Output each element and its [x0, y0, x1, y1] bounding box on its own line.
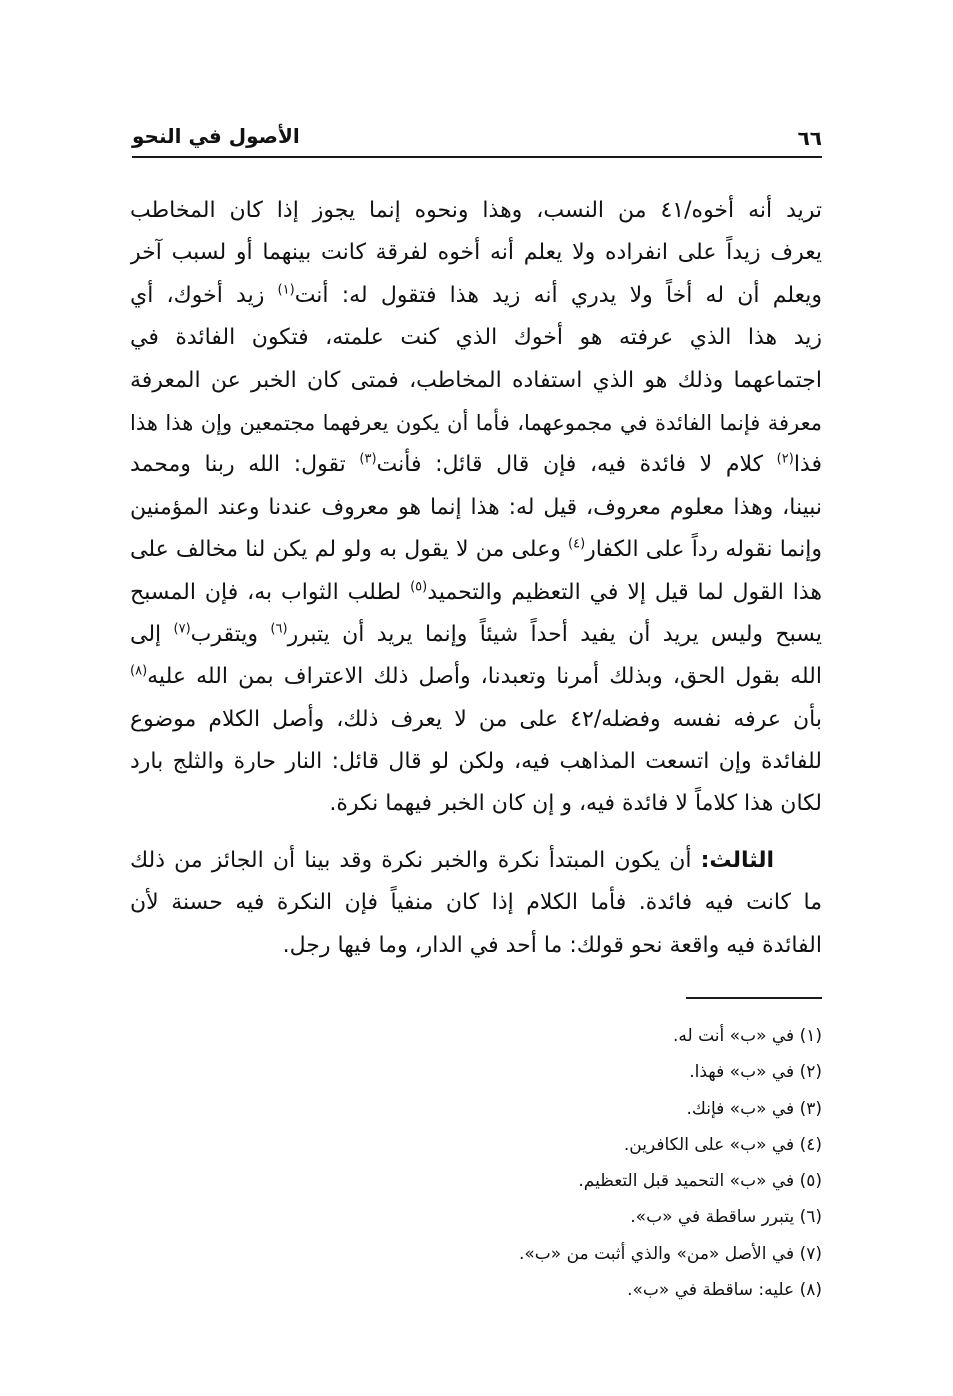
text-fragment: تقول: الله ربنا ومحمد — [130, 452, 360, 478]
text-fragment: زيد أخوك، أي — [130, 282, 278, 308]
text-fragment: فذا — [793, 452, 822, 478]
text-fragment: نبينا، وهذا معلوم معروف، قيل له: هذا إنما هو معروف عندنا وعند المؤمنين — [130, 494, 822, 520]
text-line — [130, 614, 822, 656]
footnote-item: (٥) في «ب» التحميد قبل التعظيم. — [578, 1171, 822, 1192]
footnotes — [130, 1018, 822, 1308]
text-line — [130, 444, 822, 486]
footnote-marker[interactable]: (٤) — [568, 536, 586, 552]
text-fragment: لكان هذا كلاماً لا فائدة فيه، و إن كان الخبر فيهما نكرة. — [329, 791, 822, 817]
text-line — [130, 275, 822, 317]
footnote-marker[interactable]: (٣) — [359, 452, 377, 468]
text-fragment: هذا القول لما قيل إلا في التعظيم والتحميد — [427, 579, 822, 605]
text-fragment: الله بقول الحق، وبذلك أمرنا وتعبدنا، وأصل ذلك الاعتراف بمن الله عليه — [147, 664, 822, 690]
footnote-marker[interactable]: (٧) — [173, 621, 191, 637]
footnote-item: (٦) يتبرر ساقطة في «ب». — [630, 1207, 822, 1228]
footnote-marker[interactable]: (١) — [277, 282, 295, 298]
text-fragment: اجتماعهما وذلك هو الذي استفاده المخاطب، فمتى كان الخبر عن المعرفة — [130, 367, 822, 393]
text-fragment: إلى — [130, 621, 174, 647]
page-number: ٦٦ — [797, 126, 822, 150]
footnote-item: (٢) في «ب» فهذا. — [689, 1062, 822, 1083]
text-line — [130, 360, 822, 402]
footnote-marker[interactable]: (٥) — [410, 579, 428, 595]
text-fragment: وعلى من لا يقول به ولو لم يكن لنا مخالف على — [130, 537, 569, 563]
text-fragment: زيد هذا الذي عرفته هو أخوك الذي كنت علمته، فتكون الفائدة في — [130, 325, 822, 351]
text-line — [130, 487, 822, 529]
text-line — [130, 783, 822, 825]
text-line — [130, 402, 822, 444]
text-fragment: للفائدة وإن اتسعت المذاهب فيه، ولكن لو قال قائل: النار حارة والثلج بارد — [130, 749, 822, 775]
footnote-item: (٤) في «ب» على الكافرين. — [623, 1134, 822, 1155]
main-text — [130, 190, 822, 967]
paragraph-1 — [130, 190, 822, 826]
paragraph-2 — [130, 840, 822, 967]
text-fragment: بأن عرفه نفسه وفضله/٤٢ على من لا يعرف ذلك، وأصل الكلام موضوع — [130, 706, 822, 732]
text-fragment: كلام لا فائدة فيه، فإن قال قائل: فأنت — [376, 452, 777, 478]
footnote-item: (٧) في الأصل «من» والذي أثبت من «ب». — [519, 1243, 822, 1264]
footnote-separator — [686, 997, 822, 999]
text-line — [130, 529, 822, 571]
text-line — [130, 232, 822, 274]
footnote-item: (٨) عليه: ساقطة في «ب». — [627, 1280, 822, 1301]
text-fragment: يسبح وليس يريد أن يفيد أحداً شيئاً وإنما يريد أن يتبرر — [287, 621, 822, 647]
text-line: الفائدة فيه واقعة نحو قولك: ما أحد في الدار، وما فيها رجل. — [282, 932, 822, 958]
text-line — [130, 699, 822, 741]
text-line — [130, 190, 822, 232]
section-lead-word: الثالث: — [700, 847, 774, 873]
text-line — [130, 741, 822, 783]
text-fragment: يعرف زيداً على انفراده ولا يعلم أنه أخوه لفرقة كانت بينهما أو لسبب آخر — [130, 240, 822, 266]
footnote-marker[interactable]: (٦) — [270, 621, 288, 637]
footnote-marker[interactable]: (٢) — [776, 452, 794, 468]
text-fragment: وإنما نقوله رداً على الكفار — [585, 537, 822, 563]
text-fragment: لطلب الثواب به، فإن المسبح — [130, 579, 411, 605]
footnote-item: (١) في «ب» أنت له. — [673, 1026, 822, 1046]
text-fragment: معرفة فإنما الفائدة في مجموعهما، فأما أن يكون يعرفهما مجتمعين وإن هذا هذا — [130, 410, 822, 435]
footnote-marker[interactable]: (٨) — [130, 663, 148, 679]
text-fragment: ويتقرب — [190, 621, 271, 647]
text-fragment: تريد أنه أخوه/٤١ من النسب، وهذا ونحوه إنما يجوز إذا كان المخاطب — [130, 198, 822, 223]
text-fragment: أن يكون المبتدأ نكرة والخبر نكرة وقد بينا أن الجائز من ذلك — [130, 847, 701, 873]
running-header — [132, 122, 822, 158]
text-line — [130, 840, 822, 882]
text-fragment: ويعلم أن له أخاً ولا يدري أنه زيد هذا فتقول له: أنت — [294, 282, 822, 308]
text-line — [130, 317, 822, 359]
footnote-item: (٣) في «ب» فإنك. — [686, 1098, 822, 1119]
text-line — [130, 656, 822, 698]
text-line: ما كانت فيه فائدة. فأما الكلام إذا كان منفياً فإن النكرة فيه حسنة لأن — [130, 890, 822, 916]
text-line — [130, 572, 822, 614]
book-title: الأصول في النحو — [132, 124, 300, 148]
